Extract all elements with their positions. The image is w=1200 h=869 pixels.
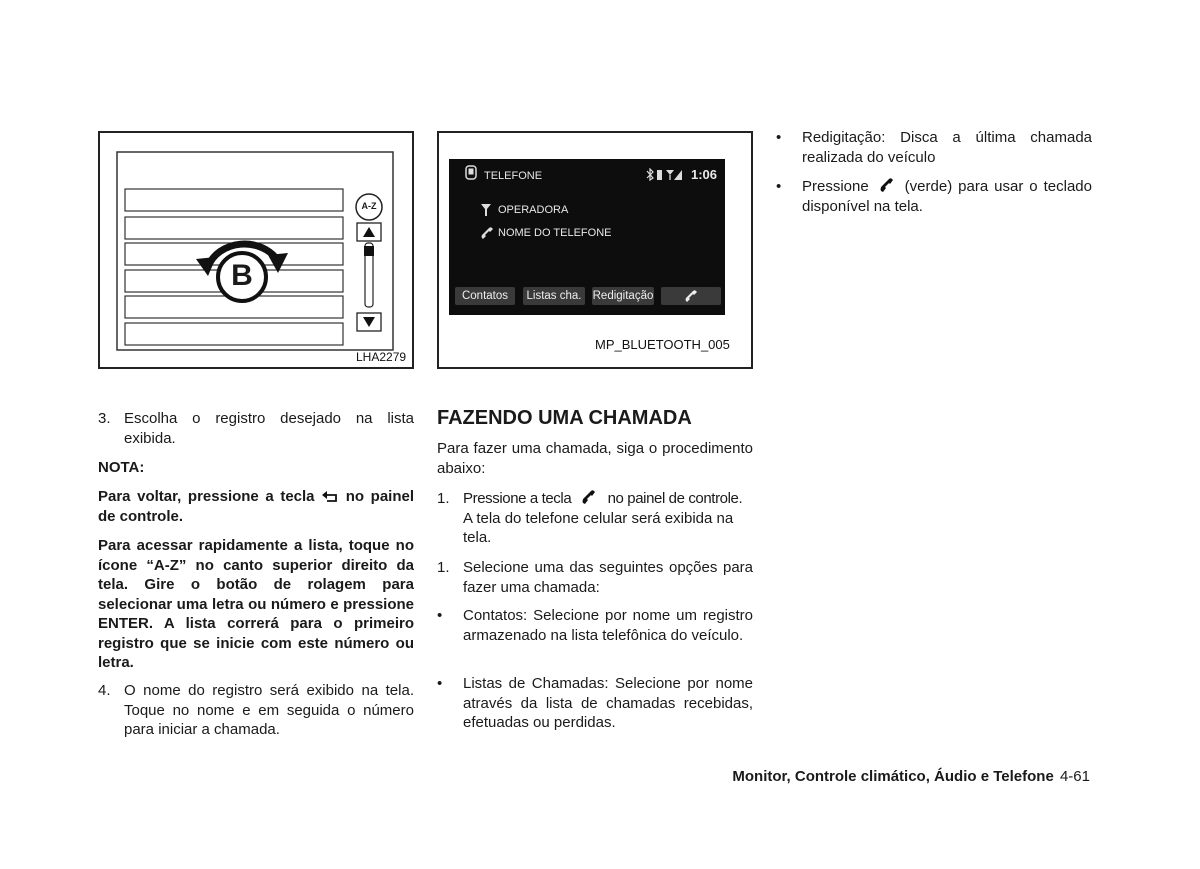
- section-heading: FAZENDO UMA CHAMADA: [437, 407, 692, 429]
- antenna-icon: [479, 202, 493, 218]
- nota-paragraph-2: Para acessar rapidamente a lista, toque no ícone “A-Z” no canto superior direito da tela. Gire o botão de rolagem para selecionar uma letra ou número e pressione ENTER. A lista correrá para o primeiro registro que se inicie com este número ou letra.: [98, 537, 414, 671]
- bullet-mark: •: [776, 129, 782, 146]
- intro-paragraph: Para fazer uma chamada, siga o procedimento abaixo:: [437, 440, 753, 477]
- step-number: 1.: [437, 559, 450, 576]
- step-text-pre: Pressione a tecla: [463, 490, 572, 507]
- page-footer: [732, 768, 1090, 785]
- list-row: [125, 217, 343, 239]
- screen-title: TELEFONE: [484, 170, 543, 182]
- step-text-post: no painel de controle.: [607, 490, 743, 507]
- step-number: 3.: [98, 410, 111, 427]
- bullet-text: Redigitação: Disca a última chamada realizada do veículo: [802, 129, 1092, 166]
- bullet-mark: •: [437, 675, 443, 692]
- phone-status-icon: [463, 165, 479, 181]
- list-row: [125, 189, 343, 211]
- step-1b: [437, 558, 753, 597]
- phone-handset-icon: [879, 177, 895, 193]
- step-3: [98, 409, 414, 448]
- bullet-text: Contatos: Selecione por nome um registro armazenado na lista telefônica do veículo.: [463, 607, 753, 644]
- list-row: [125, 323, 343, 345]
- softkey-phone[interactable]: [661, 287, 721, 305]
- nota-label: NOTA:: [98, 459, 145, 476]
- step-text: Selecione uma das seguintes opções para fazer uma chamada:: [463, 559, 753, 596]
- figure-mp-bluetooth-005: [437, 131, 753, 369]
- nota-p1-text-b: no painel de controle.: [98, 488, 415, 525]
- step-4: [98, 681, 414, 740]
- entry-operadora[interactable]: OPERADORA: [498, 204, 569, 216]
- bullet-text-pre: Pressione: [802, 178, 869, 195]
- entry-nome-do-telefone[interactable]: NOME DO TELEFONE: [498, 227, 612, 239]
- bullet-pressione: [776, 177, 1092, 216]
- nota-paragraph-1: [98, 487, 414, 526]
- softkey-listas[interactable]: Listas cha.: [523, 287, 585, 305]
- bullet-listas: [437, 674, 753, 733]
- footer-section: Monitor, Controle climático, Áudio e Telefone: [732, 768, 1054, 785]
- bluetooth-icon: [645, 168, 685, 182]
- bullet-text: Listas de Chamadas: Selecione por nome através da lista de chamadas recebidas, efetuadas ou perdidas.: [463, 675, 753, 731]
- phone-screen: [449, 159, 725, 315]
- az-label: A-Z: [361, 201, 377, 211]
- display-list-illustration: [100, 133, 412, 367]
- softkey-contatos[interactable]: Contatos: [455, 287, 515, 305]
- bullet-contatos: [437, 606, 753, 645]
- bullet-mark: •: [437, 607, 443, 624]
- clock: 1:06: [691, 167, 718, 182]
- step-1a: [437, 489, 753, 548]
- nota-p1-text-a: Para voltar, pressione a tecla: [98, 488, 315, 505]
- phone-handset-icon: [581, 489, 597, 505]
- figure-lha2279: [98, 131, 414, 369]
- footer-page: 4-61: [1059, 768, 1090, 785]
- phone-handset-icon: [479, 225, 495, 241]
- bullet-text-post: (verde) para usar o teclado disponível na tela.: [802, 178, 1092, 215]
- step-text: Escolha o registro desejado na lista exibida.: [124, 410, 414, 447]
- bullet-mark: •: [776, 178, 782, 195]
- figure-code: LHA2279: [356, 350, 407, 364]
- step-text: O nome do registro será exibido na tela. Toque no nome e em seguida o número para iniciar a chamada.: [124, 682, 414, 738]
- phone-handset-icon: [684, 289, 698, 303]
- softkey-redigitacao[interactable]: Redigitação: [592, 287, 654, 305]
- figure-code: MP_BLUETOOTH_005: [595, 337, 730, 352]
- knob-label: B: [231, 259, 253, 292]
- bullet-redigitacao: [776, 128, 1092, 167]
- step-text-rest: A tela do telefone celular será exibida na tela.: [463, 509, 734, 546]
- back-arrow-icon: [322, 490, 338, 502]
- step-number: 1.: [437, 490, 450, 507]
- step-number: 4.: [98, 682, 111, 699]
